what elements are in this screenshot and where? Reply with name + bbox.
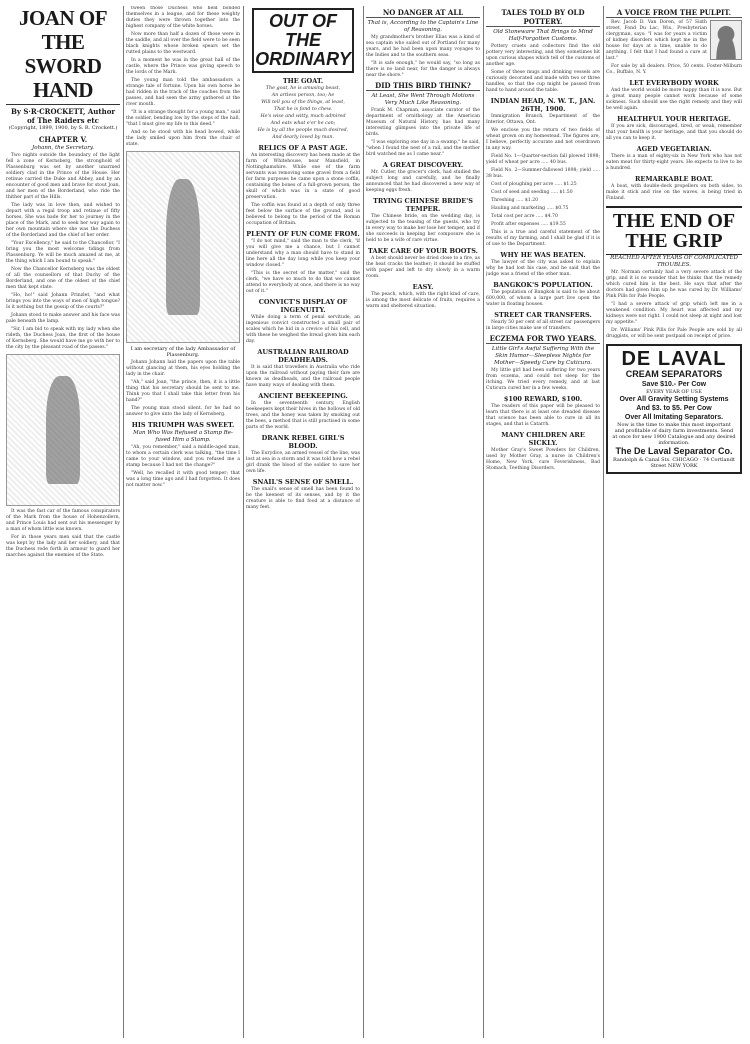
paragraph: Now more than half a dozen of those were in the saddle, and all over the field were to be seen black knights whose broken spears set the rutted plains to the westward.	[126, 32, 240, 55]
advert-line: Over All Gravity Setting Systems	[619, 396, 729, 403]
paragraph: The young man told the ambassadors a strange tale of fortune. Upon his own horse he had ridden in the track of the coaches from the passes, and had seen the army gathered at the river mouth.	[126, 78, 240, 107]
paragraph: The peach, which, with the right kind of care, is among the most delicate of fruits, requires a warm and sheltered situation.	[366, 292, 480, 309]
column-6	[606, 6, 742, 1038]
article-heading: WHY HE WAS BEATEN.	[500, 251, 586, 259]
advert-brand: DE LAVAL	[621, 348, 727, 370]
section-masthead: OUT OF THE ORDINARY	[252, 8, 354, 73]
article-heading: DRANK REBEL GIRL'S BLOOD.	[261, 434, 345, 450]
paragraph: Nearly 50 per cent of all street car passengers in large cities make use of transfers.	[486, 320, 600, 331]
paragraph: Johann Johann laid the papers upon the table without glancing at them, his eyes holding the lady in the chair.	[126, 360, 240, 377]
paragraph: Frank M. Chapman, associate curator of the department of ornithology at the American Museum of Natural History, has had many interesting glimpses into the private life of birds.	[366, 108, 480, 137]
paragraph: A boot should never be dried close to a fire, as the heat cracks the leather; it should be stuffed with paper and left to dry slowly in a warm room.	[366, 256, 480, 279]
advert-line: EVERY YEAR OF USE	[646, 389, 702, 395]
article-heading: STREET CAR TRANSFERS.	[494, 311, 592, 319]
paragraph: My grandmother's brother Elias was a kind of sea captain who sailed out of Portland for many years, and he had been upon many voyages to the Indies and to the southern seas.	[366, 35, 480, 58]
column-2	[126, 6, 240, 1038]
paragraph: And the world would be more happy than it is now. But a great many people cannot work because of some sickness. Such should use the right remedy and they will be well again.	[606, 88, 742, 111]
advert-line: And $3. to $5. Per Cow	[636, 405, 712, 412]
paragraph: The young man stood silent, for he had no answer to give unto the lady of Kernsberg.	[126, 406, 240, 417]
column-1	[6, 6, 120, 1038]
paragraph: Immigration Branch, Department of the Interior, Ottawa, Ont.	[486, 114, 600, 125]
paragraph: "I was exploring one day in a swamp," he said, "when I found the nest of a rail, and the mother bird watched me as I came near."	[366, 140, 480, 157]
column-rule	[363, 6, 364, 1038]
article-heading: TALES TOLD BY OLD POTTERY.	[486, 8, 600, 27]
paragraph: It is said that travellers in Australia who ride upon the railroad without paying their fare are known as deadheads, and the railroad people have many ways of dealing with them.	[246, 365, 360, 388]
poem-line: An artless person, too; he	[271, 93, 335, 98]
paragraph: This is a true and careful statement of the results of my farming, and I shall be glad if it is of use to the Department.	[486, 230, 600, 247]
paragraph: A boat, with double-deck propellers on both sides, to make it stick and rise on the waves, is being tried in Finland.	[606, 184, 742, 201]
advert-line: Over All Imitating Separators.	[624, 414, 724, 421]
paragraph: We enclose you the return of two fields of wheat grown on my homestead. The figures are, I believe, perfectly accurate and not overdrawn in any way.	[486, 128, 600, 151]
chapter-heading: CHAPTER V.	[38, 135, 88, 144]
paragraph: Rev. Jacob D. Van Doren, of 57 Sixth street, Fond Du Lac, Wis., Presbyterian clergyman, says: "I was for years a victim of kidney disorders which kept me in the house for days at a time, unable to do anything. I felt that I had found a cure at last."	[606, 20, 707, 61]
table-row: Hauling and marketing ..... $0.75	[491, 206, 569, 211]
poem-line: He's wise and witty, much admired	[260, 114, 346, 119]
table-row: Profit after expenses ..... $19.55	[491, 222, 566, 227]
advert-address: Randolph & Canal Sts. CHICAGO · 74 Cortlandt Street NEW YORK	[613, 457, 735, 469]
byline: By S·R·CROCKETT, Author of The Raiders etc	[10, 107, 116, 125]
article-heading: A VOICE FROM THE PULPIT.	[606, 8, 742, 18]
story-masthead: JOAN OF THE SWORD HAND	[6, 6, 120, 105]
paragraph: tween those Duchess who held bonded themselves in a league, and for these weighty duties they were thrown together into the highest company of the white horses.	[126, 6, 240, 29]
paragraph: The lawyer of the city was asked to explain why he had lost his case, and he said that the judge was a friend of the other man.	[486, 260, 600, 277]
paragraph: The readers of this paper will be pleased to learn that there is at least one dreaded disease that science has been able to cure in all its stages, and that is Catarrh.	[486, 404, 600, 427]
article-heading: PLENTY OF FUN COME FROM.	[246, 230, 360, 238]
table-row: Field No. 2—Summer-fallowed 1898; yield ..... 38 bus.	[486, 168, 600, 179]
paragraph: "It is safe enough," he would say, "so long as there is no land near, for the danger is always near the shore."	[366, 61, 480, 78]
table-row: Cost of seed and seeding ..... $1.50	[491, 190, 573, 195]
poem-line: He is by all the people much desired,	[257, 128, 349, 133]
advert-company: The De Laval Separator Co.	[615, 446, 733, 456]
article-heading: TRYING CHINESE BRIDE'S TEMPER.	[373, 197, 473, 213]
column-5	[486, 6, 600, 1038]
table-row: Cost of ploughing per acre ..... $1.25	[491, 182, 577, 187]
advert-line: CREAM SEPARATORS	[625, 369, 723, 379]
column-rule	[123, 6, 124, 1038]
paragraph: The lady was in love then, and wished to depart with a regal troop and retinue of fifty horses. She was bade for her to journey in the place of the Mark, and to seek her way again to her own mountain where she was the Duchess of the Borderland and the chief of her order.	[6, 203, 120, 238]
paragraph: "Ho, ho!" said Johann Prinzlet, "and what brings you into the ways of men of high tongue? Is it nothing but the gossip of the courts?"	[6, 293, 120, 310]
paragraph: There is a man of eighty-six in New York who has not eaten meat for thirty-eight years. He expects to live to be a hundred.	[606, 154, 742, 171]
poem-line: Will tell you of the things, at least,	[261, 100, 345, 105]
paragraph: "This is the secret of the matter," said the clerk, "we have so much to do that we cannot attend to everybody at once, and there is no way out of it."	[246, 271, 360, 294]
story-illustration	[6, 354, 120, 506]
article-heading: CONVICT'S DISPLAY OF INGENUITY.	[258, 298, 348, 314]
article-heading: INDIAN HEAD, N. W. T., JAN. 26TH, 1900.	[490, 97, 596, 113]
article-subheading: Old Stoneware That Brings to Mind Half-Forgotten Customs.	[493, 29, 593, 42]
paragraph: For sale by all dealers. Price, 50 cents. Foster-Milburn Co., Buffalo, N. Y.	[606, 64, 742, 75]
article-heading: TAKE CARE OF YOUR BOOTS.	[368, 247, 478, 255]
paragraph: "It is a strange thought for a young man," said the soldier, bending low by the steps of the hall, "that I must give my life to this deed."	[126, 110, 240, 127]
paragraph: "Your Excellency," he said to the Chancellor, "I bring you the most welcome tidings from Plassenburg. Ye will be much amazed at me, at the thing which I am bound to speak."	[6, 241, 120, 264]
clergyman-portrait	[710, 20, 742, 60]
poem-line: The goat, he is amusing beast,	[265, 86, 341, 91]
article-heading: HIS TRIUMPH WAS SWEET.	[131, 421, 235, 429]
article-heading: LET EVERYBODY WORK	[629, 79, 719, 87]
paragraph: "Ah," said Joan, "the prince, then, it is a little thing that his secretary should be sent to me. Think you that I shall take this letter from his hand?"	[126, 380, 240, 403]
paragraph: Dr. Williams' Pink Pills for Pale People are sold by all druggists, or will be sent postpaid on receipt of price.	[606, 328, 742, 339]
article-subheading: Man Who Was Refused a Stamp Re-fused Him a Stamp.	[133, 430, 233, 443]
article-heading: AGED VEGETARIAN.	[636, 145, 712, 153]
article-heading: HEALTHFUL YOUR HERITAGE.	[617, 115, 731, 123]
paragraph: Now the Chancellor Kernsberg was the oldest of all the counsellors of that Duchy of the Borderland, and one of the oldest of the chief men that kept state.	[6, 267, 120, 290]
paragraph: The Eurydice, an armed vessel of the line, was lost at sea in a storm and it was told how a rebel girl drank the blood of the soldier to save her own life.	[246, 451, 360, 474]
paragraph: "Sir, I am bid to speak with my lady when she rideth, the Duchess Joan, the first of the house of Kernsberg. She would have me go with her to the city by the pleasant road of the passes."	[6, 327, 120, 350]
table-row: Total cost per acre ..... $4.70	[491, 214, 558, 219]
column-rule	[243, 6, 244, 1038]
paragraph: "Ah, you remember," said a middle-aged man, to whom a certain clerk was talking, "the time I came to your window, and you refused me a stamp because I had not the change?"	[126, 445, 240, 468]
paragraph: In the seventeenth century, English beekeepers kept their hives in the hollows of old trees, and the honey was taken by smoking out the bees, a method that is still practised in some parts of the world.	[246, 401, 360, 430]
column-3	[246, 6, 360, 1038]
article-heading: MANY CHILDREN ARE SICKLY.	[501, 431, 585, 447]
paragraph: An interesting discovery has been made at the farm of Whitehouse, near Mansfield, in Nottinghamshire. While one of the farm servants was removing some gravel from a field for farm purposes he came upon a stone coffin, containing the bones of a full-grown person, the skull of which was in a state of good preservation.	[246, 153, 360, 200]
paragraph: If you are sick, discouraged, tired, or weak, remember that your health is your heritage, and that you should do all you can to keep it.	[606, 124, 742, 141]
paragraph: Some of these mugs and drinking vessels are curiously decorated and made with two or three handles, so that the cup might be passed from hand to hand around the table.	[486, 70, 600, 93]
article-subheading: Little Girl's Awful Suffering With the Skin Humor—Sleepless Nights for Mother—Speedy Cure by Cuticura.	[491, 346, 595, 366]
article-heading: $100 REWARD, $100.	[503, 395, 583, 403]
article-subheading: At Least, She Went Through Motions Very Much Like Reasoning.	[371, 93, 475, 106]
poem-title: THE GOAT.	[282, 77, 324, 85]
paragraph: My little girl had been suffering for two years from eczema, and could not sleep for the itching. We tried every remedy, and at last Cuticura cured her in a few weeks.	[486, 368, 600, 391]
article-heading: RELICS OF A PAST AGE.	[258, 144, 348, 152]
paragraph: Mr. Norman certainly had a very severe attack of the grip, and it is no wonder that he thinks that the remedy which cured him is the best. He says that after the doctors had given him up he was cured by Dr. Williams' Pink Pills for Pale People.	[606, 270, 742, 299]
advert-subheadline: REACHED AFTER YEARS OF COMPLICATED TROUBLES.	[610, 255, 738, 268]
paragraph: "Well, he recalled it with good temper; that was a long time ago and I had forgotten. It does not matter now."	[126, 471, 240, 488]
paragraph: The snail's sense of smell has been found to be the keenest of its senses, and by it the creature is able to find food at a distance of many feet.	[246, 487, 360, 510]
paragraph: The coffin was found at a depth of only three feet below the surface of the ground, and is believed to belong to the period of the Roman occupation of Britain.	[246, 203, 360, 226]
article-heading: EASY.	[412, 283, 434, 291]
newspaper-page	[6, 6, 744, 1038]
illustration-caption: I am secretary of the lady Ambassador of Plassenburg.	[130, 346, 236, 358]
advert-headline: THE END OF THE GRIP	[606, 206, 742, 255]
column-4	[366, 6, 480, 1038]
paragraph: Johann stood to make answer and his face was pale beneath the lamp.	[6, 313, 120, 324]
de-laval-advert	[606, 344, 742, 474]
paragraph: Two nights outside the boundary of the light fell a zone of Kernsberg, the stronghold of Plassenburg was set by another unarmed soldiery clad in the Prince of the House. Her retinue carried the Duke and Abbey, and by an encounter of good men and brave for stout Joan, and her men of the Borderland, who ride the thither part of the Hills.	[6, 153, 120, 200]
article-heading: BANGKOK'S POPULATION.	[493, 281, 593, 289]
table-row: Threshing ..... $1.20	[491, 198, 538, 203]
article-subheading: That is, According to the Captain's Line of Reasoning.	[367, 20, 479, 33]
article-heading: DID THIS BIRD THINK?	[366, 81, 480, 91]
paragraph: It was the fast car of the famous conspirators of the Mark from the house of Hohenzollern, and Prince Louis had sent out his messenger by a man of whom little was known.	[6, 509, 120, 532]
article-heading: ECZEMA FOR TWO YEARS.	[486, 334, 600, 344]
advert-blurb: Now is the time to make this most important and profitable of dairy farm investments. Send at once for new 1900 Catalogue and any desired information.	[612, 422, 736, 446]
poem-line: And eats what e'er he can;	[270, 121, 336, 126]
advert-line: Save $10.- Per Cow	[641, 381, 707, 388]
article-heading: ANCIENT BEEKEEPING.	[258, 392, 348, 400]
poem-line: And dearly loved by man.	[272, 135, 334, 140]
paragraph: The population of Bangkok is said to be about 600,000, of whom a large part live upon the water in floating houses.	[486, 290, 600, 307]
paragraph: And so he stood with his head bowed, while the lady smiled upon him from the chair of state.	[126, 130, 240, 147]
paragraph: "I do not mind," said the man to the clerk, "if you will give me a chance, but I cannot understand why a man should have to stand in line here all the day long while you keep your window closed."	[246, 239, 360, 268]
table-row: Field No. 1—Quarter-section fall plowed 1898; yield of wheat per acre ..... 40 bus.	[486, 154, 600, 165]
paragraph: While doing a term of penal servitude, an ingenious convict constructed a small pair of scales which he hid in a crevice of his cell, and with these he weighed the bread given him each day.	[246, 315, 360, 344]
secretary-illustration	[126, 151, 240, 343]
article-heading: NO DANGER AT ALL	[366, 8, 480, 18]
paragraph: In a moment he was in the great hall of the castle, where the Prince was giving speech to the lords of the Mark.	[126, 58, 240, 75]
article-heading: AUSTRALIAN RAILROAD DEADHEADS.	[257, 348, 349, 364]
article-heading: REMARKABLE BOAT.	[635, 175, 713, 183]
paragraph: For in those years men said that the castle was kept by the lady and her soldiery, and that the Duchess rode forth in armour to guard her marches against the enemies of the State.	[6, 535, 120, 558]
paragraph: Mr. Cutler, the grocer's clerk, had studied the subject long and carefully, and he finally announced that he had discovered a new way of keeping eggs fresh.	[366, 170, 480, 193]
paragraph: "I had a severe attack of grip which left me in a weakened condition. My heart was affected and my kidneys were not right. I could not sleep at night and lost my appetite."	[606, 302, 742, 325]
paragraph: Pottery cruets and collectors find the old pottery very interesting, and they sometimes hit upon curious shapes which tell of the customs of another age.	[486, 44, 600, 67]
copyright-line: (Copyright, 1899, 1900, by S. R. Crockett.)	[8, 125, 118, 131]
paragraph: The Chinese bride, on the wedding day, is subjected to the teasing of the guests, who try in every way to make her lose her temper, and if she succeeds in keeping her composure she is held to be a wife of rare virtue.	[366, 214, 480, 243]
chapter-title: Johann, the Secretary.	[32, 145, 94, 151]
poem-line: That he is fond to chew.	[274, 107, 332, 112]
article-heading: SNAIL'S SENSE OF SMELL.	[252, 478, 354, 486]
column-rule	[483, 6, 484, 1038]
column-rule	[603, 6, 604, 1038]
paragraph: Mother Gray's Sweet Powders for Children, used by Mother Gray, a nurse in Children's Home, New York, cure Feverishness, Bad Stomach, Teething Disorders.	[486, 448, 600, 471]
article-heading: A GREAT DISCOVERY.	[382, 161, 464, 169]
